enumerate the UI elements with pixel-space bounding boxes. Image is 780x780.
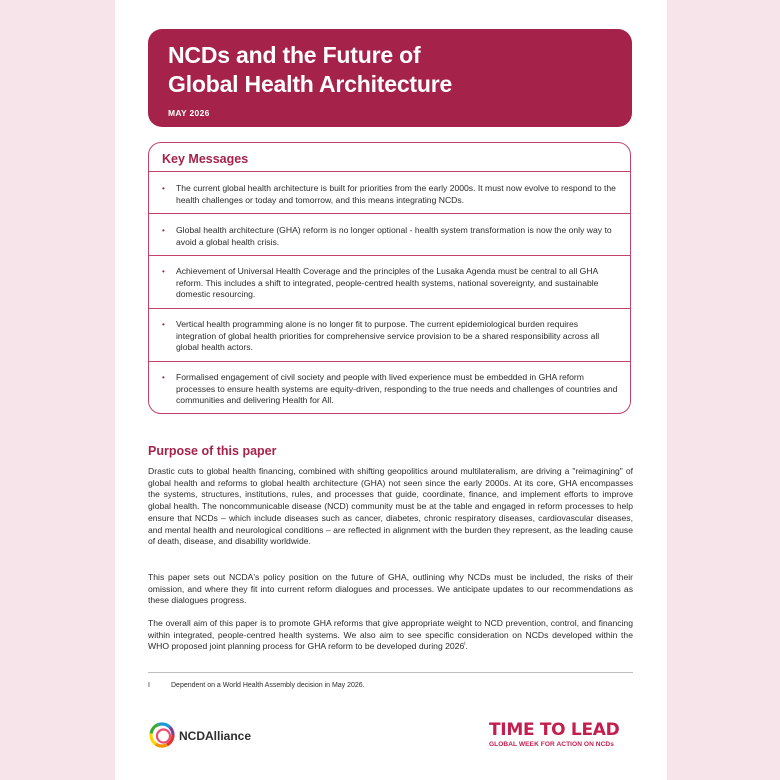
bullet-icon: • [162, 226, 165, 235]
paragraph-text: The overall aim of this paper is to promote GHA reforms that give appropriate weight to NCD prevention, control, and financing within integrated, people-centred health systems. We also aim to see specific consideration on NCDs developed within the WHO proposed joint planning process for GHA reform to be developed during 2026 [148, 618, 633, 652]
title-banner [148, 29, 632, 127]
key-messages-box [148, 142, 631, 414]
body-paragraph: Drastic cuts to global health financing, combined with shifting geopolitics around multilateralism, are driving a "reimagining" of global health and reforms to global health architecture (GHA) not seen since the early 2000s. At its core, GHA encompasses the systems, structures, institutions, rules, and processes that guide, coordinate, finance, and implement efforts to improve global health. The noncommunicable disease (NCD) community must be at the table and engaged in reform processes to help ensure that NCDs – which include diseases such as cancer, diabetes, chronic respiratory diseases, cardiovascular diseases, and mental health and neurological conditions – are reflected in alignment with the burden they represent, as the leading cause of death, disease, and disability worldwide. [148, 466, 633, 547]
divider [149, 171, 630, 172]
bullet-icon: • [162, 184, 165, 193]
bullet-icon: • [162, 267, 165, 276]
divider [149, 213, 630, 214]
divider [149, 308, 630, 309]
key-message-text: Formalised engagement of civil society and people with lived experience must be embedded in GHA reform processes to ensure health systems are equity-driven, responding to the true needs and challenges of countries and communities and delivering Health for All. [176, 372, 618, 406]
purpose-section-title: Purpose of this paper [148, 444, 277, 458]
body-paragraph: The overall aim of this paper is to promote GHA reforms that give appropriate weight to NCD prevention, control, and financing within integrated, people-centred health systems. We also aim to see specific consideration on NCDs developed within the WHO proposed joint planning process for GHA reform to be developed during 2026$^i$. [148, 618, 633, 652]
footnote-reference[interactable]: i [464, 641, 466, 648]
key-message-text: The current global health architecture is built for priorities from the early 2000s. It must now evolve to respond to the health challenges or today and tomorrow, and this means integrating NCDs. [176, 183, 616, 205]
body-paragraph: This paper sets out NCDA's policy position on the future of GHA, outlining why NCDs must be included, the risks of their omission, and where they fit into current reform dialogues and processes. We anticipate updates to our recommendations as these dialogues progress. [148, 572, 633, 606]
footnote-number: I [148, 682, 150, 689]
footnote-text: Dependent on a World Health Assembly decision in May 2026. [171, 682, 365, 689]
title-line-2: Global Health Architecture [168, 71, 453, 97]
document-title [168, 41, 452, 99]
ncd-alliance-wordmark: NCDAlliance [179, 729, 252, 743]
key-message-text: Global health architecture (GHA) reform is no longer optional - health system transformation is now the only way to avoid a global health crisis. [176, 225, 612, 247]
time-to-lead-tagline: GLOBAL WEEK FOR ACTION ON NCDs [489, 741, 614, 748]
bullet-icon: • [162, 320, 165, 329]
time-to-lead-text: TIME TO LEAD [489, 720, 620, 740]
key-message-text: Achievement of Universal Health Coverage and the principles of the Lusaka Agenda must be central to all GHA reform. This includes a shift to integrated, people-centred health systems, national sovereignty, and sustainable domestic resourcing. [176, 266, 599, 300]
key-messages-title: Key Messages [162, 152, 249, 166]
publication-date: MAY 2026 [168, 108, 210, 118]
time-to-lead-logo [489, 720, 637, 750]
footnote-divider [148, 672, 633, 673]
title-line-1: NCDs and the Future of [168, 42, 421, 68]
ncd-alliance-ring-icon [147, 720, 177, 750]
document-page [115, 0, 667, 780]
divider [149, 361, 630, 362]
divider [149, 255, 630, 256]
time-to-lead-wordmark [489, 720, 619, 740]
key-message-text: Vertical health programming alone is no longer fit to purpose. The current epidemiological burden requires integration of global health priorities for comprehensive service provision to be a shared responsibility across all global health actors. [176, 319, 600, 353]
ncd-alliance-logo [147, 720, 287, 752]
bullet-icon: • [162, 373, 165, 382]
